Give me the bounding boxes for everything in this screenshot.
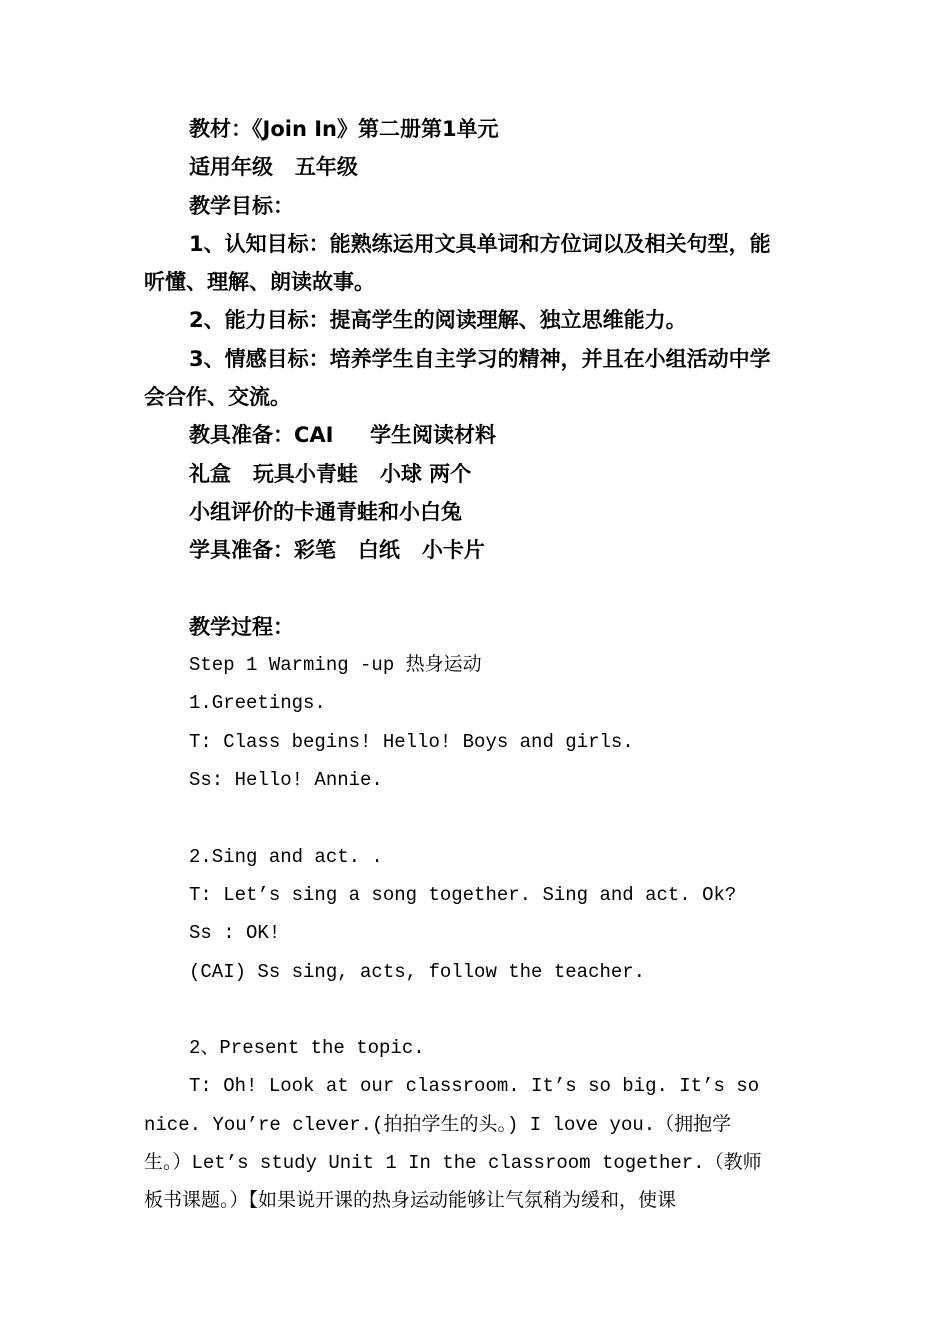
teaching-aids-line-3: 小组评价的卡通青蛙和小白兔	[189, 499, 462, 524]
greetings-title: 1.Greetings.	[189, 692, 326, 715]
sing-act-cai-line: (CAI) Ss sing, acts, follow the teacher.	[189, 960, 646, 983]
teaching-aids-line-2: 礼盒 玩具小青蛙 小球 两个	[189, 461, 472, 486]
present-topic-para-line-4: 板书课题。）【如果说开课的热身运动能够让气氛稍为缓和，使课	[144, 1190, 677, 1213]
document-page	[144, 113, 824, 1224]
present-topic-para-line-2: nice. You’re clever.(拍拍学生的头。) I love you.（拥抱学	[144, 1113, 732, 1136]
objective-3-line-1: 3、情感目标：培养学生自主学习的精神，并且在小组活动中学	[189, 346, 771, 371]
step-1-heading: Step 1 Warming -up 热身运动	[189, 654, 482, 677]
objective-3-line-2: 会合作、交流。	[144, 385, 291, 410]
objective-2-line-1: 2、能力目标：提高学生的阅读理解、独立思维能力。	[189, 308, 687, 333]
objective-1-line-1: 1、认知目标：能熟练运用文具单词和方位词以及相关句型，能	[189, 231, 771, 256]
present-topic-title: 2、Present the topic.	[189, 1037, 425, 1060]
sing-act-students-line: Ss : OK!	[189, 922, 281, 945]
present-topic-para-line-1: T: Oh! Look at our classroom. It’s so big. It’s so	[189, 1075, 760, 1098]
objective-1-line-2: 听懂、理解、朗读故事。	[144, 270, 375, 295]
teaching-aids-line-1: 教具准备：CAI 学生阅读材料	[189, 423, 497, 448]
blank-line	[144, 802, 824, 840]
process-title: 教学过程：	[189, 614, 294, 639]
student-aids-line: 学具准备：彩笔 白纸 小卡片	[189, 538, 485, 563]
grade-line: 适用年级 五年级	[189, 155, 358, 180]
present-topic-para-line-3: 生。）Let’s study Unit 1 In the classroom together.（教师	[144, 1152, 762, 1175]
objectives-title: 教学目标：	[189, 193, 294, 218]
greetings-teacher-line: T: Class begins! Hello! Boys and girls.	[189, 730, 634, 753]
blank-line	[144, 573, 824, 611]
blank-line	[144, 994, 824, 1032]
sing-act-title: 2.Sing and act. .	[189, 845, 383, 868]
greetings-students-line: Ss: Hello! Annie.	[189, 769, 383, 792]
textbook-line: 教材：《Join In》第二册第1单元	[189, 117, 499, 141]
sing-act-teacher-line: T: Let’s sing a song together. Sing and act. Ok?	[189, 883, 737, 906]
